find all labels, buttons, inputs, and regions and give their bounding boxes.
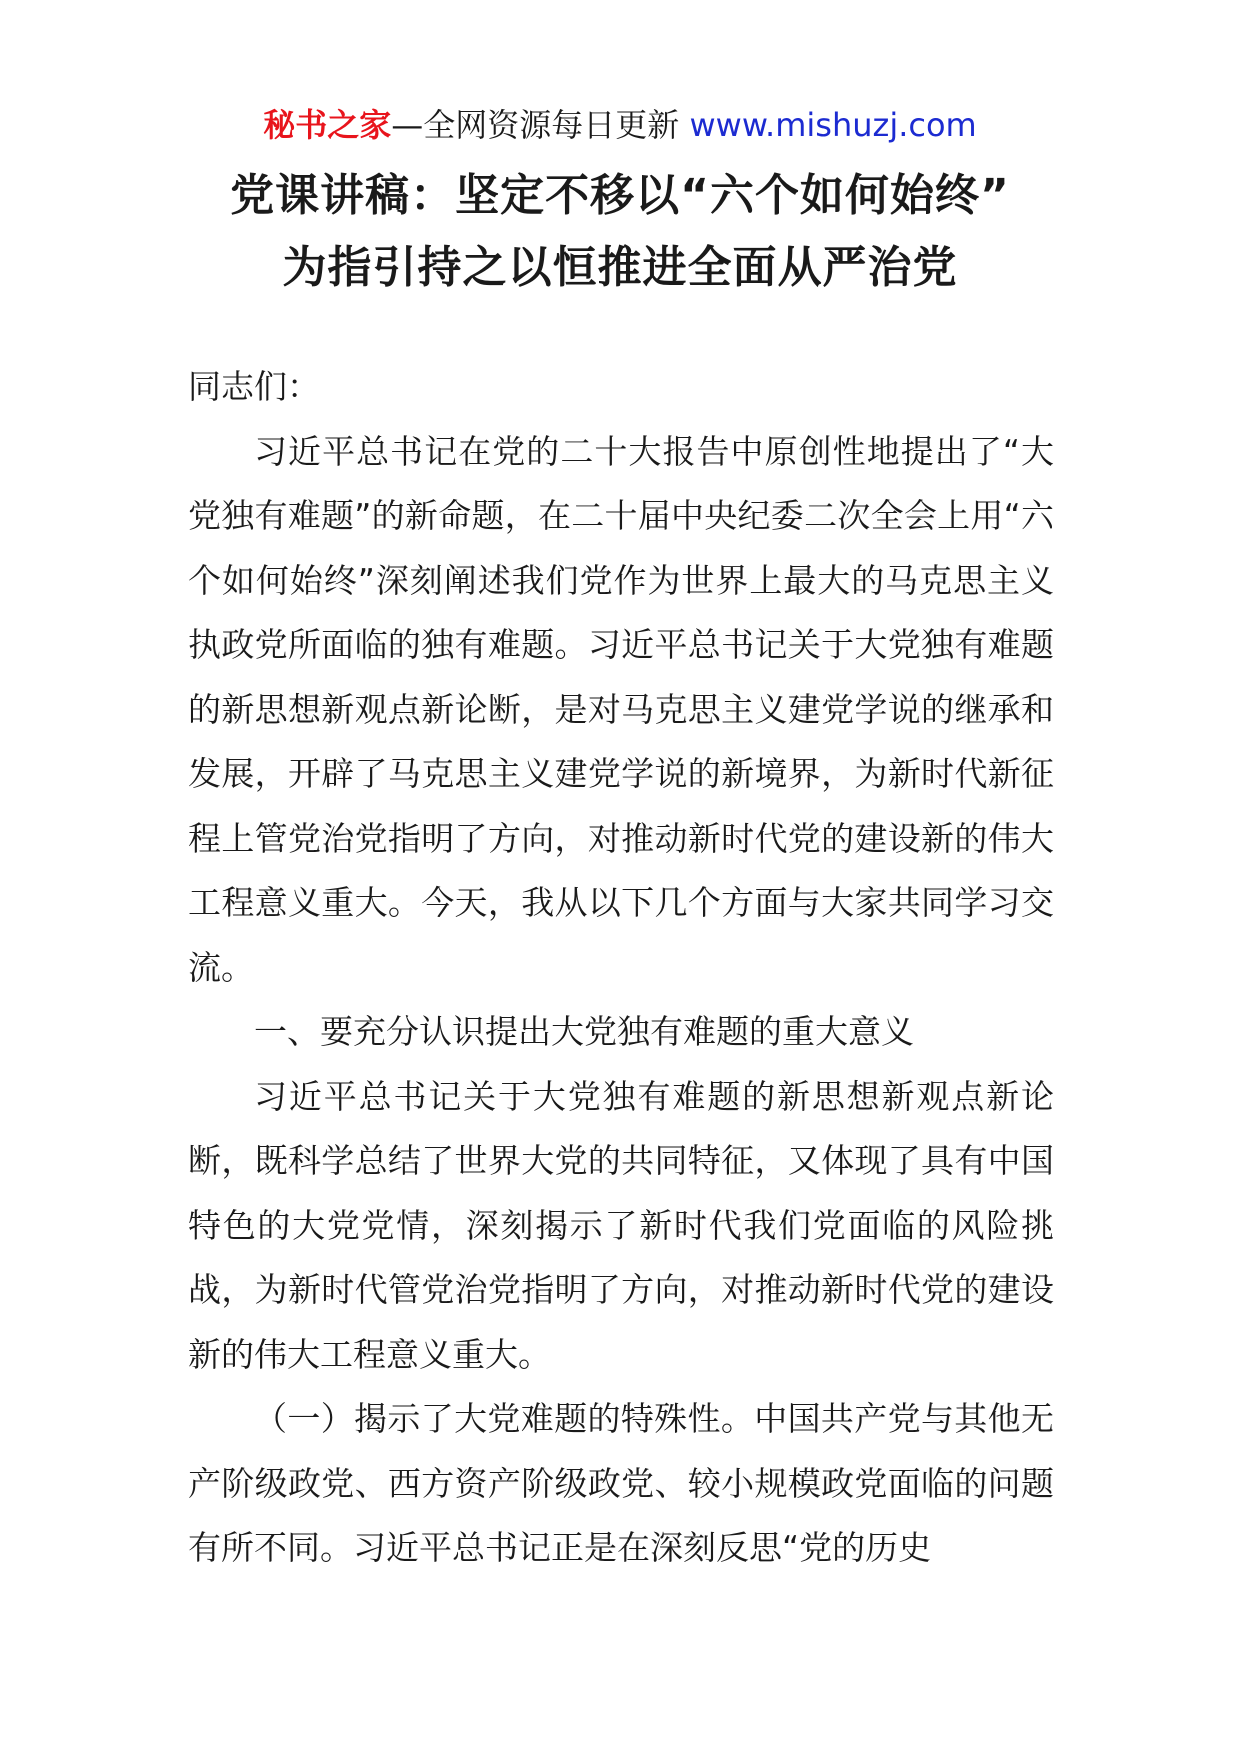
document-body [188, 355, 1054, 1581]
paragraph-intro: 习近平总书记在党的二十大报告中原创性地提出了“大党独有难题”的新命题，在二十届中央纪委二次全会上用“六个如何始终”深刻阐述我们党作为世界上最大的马克思主义执政党所面临的独有难题。习近平总书记关于大党独有难题的新思想新观点新论断，是对马克思主义建党学说的继承和发展，开辟了马克思主义建党学说的新境界，为新时代新征程上管党治党指明了方向，对推动新时代党的建设新的伟大工程意义重大。今天，我从以下几个方面与大家共同学习交流。 [188, 431, 1054, 987]
document-title [0, 160, 1240, 304]
title-line-2: 为指引持之以恒推进全面从严治党 [282, 242, 958, 293]
site-header [0, 100, 1240, 150]
title-line-1: 党课讲稿：坚定不移以“六个如何始终” [230, 170, 1010, 221]
salutation: 同志们： [188, 367, 320, 406]
paragraph-subsection-1: （一）揭示了大党难题的特殊性。中国共产党与其他无产阶级政党、西方资产阶级政党、较小规模政党面临的问题有所不同。习近平总书记正是在深刻反思“党的历史 [188, 1399, 1054, 1567]
brand-url-link[interactable]: www.mishuzj.com [689, 106, 977, 144]
brand-tagline: —全网资源每日更新 [391, 106, 690, 144]
paragraph-section-1: 习近平总书记关于大党独有难题的新思想新观点新论断，既科学总结了世界大党的共同特征，又体现了具有中国特色的大党党情，深刻揭示了新时代我们党面临的风险挑战，为新时代管党治党指明了方向，对推动新时代党的建设新的伟大工程意义重大。 [188, 1076, 1054, 1374]
section-heading-1: 一、要充分认识提出大党独有难题的重大意义 [254, 1012, 914, 1051]
brand-name: 秘书之家 [263, 106, 392, 144]
